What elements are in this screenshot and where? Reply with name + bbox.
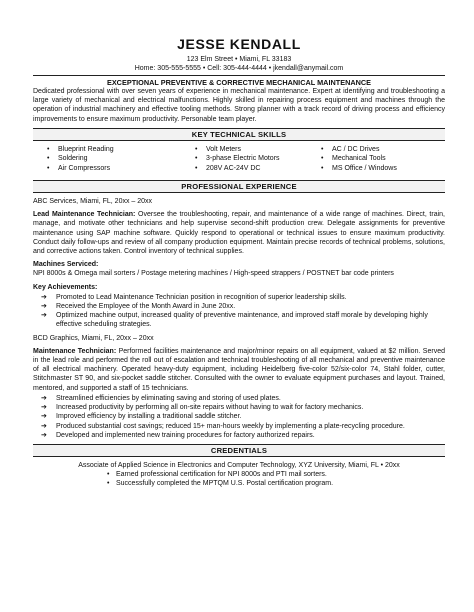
job-1-achievements	[33, 293, 445, 330]
achievement-item	[41, 422, 445, 431]
arrow-icon: ➔	[41, 303, 47, 311]
machines-serviced-label: Machines Serviced:	[33, 261, 99, 269]
skill-item: • Mechanical Tools	[321, 154, 441, 163]
profile-summary: Dedicated professional with over seven years of experience in mechanical maintenance. Expert at identifying and troubleshooting a large variety of mechanical and electrical malfunctions. Highly skilled in repairing process equipment and machines through the operation of industrial machinery and effective tooling methods. Strong planner with a track record of driving process and efficiency improvements to ensure maximum productivity. Personable team player.	[33, 88, 445, 123]
key-achievements-label: Key Achievements:	[33, 283, 98, 291]
job-2-employer: BCD Graphics, Miami, FL, 20xx – 20xx	[33, 334, 154, 342]
header-divider	[33, 75, 445, 76]
achievement-item	[41, 302, 445, 311]
skill-item: • Blueprint Reading	[47, 145, 195, 154]
candidate-name: JESSE KENDALL	[177, 36, 301, 52]
job-1-description	[33, 210, 445, 256]
achievement-text: Received the Employee of the Month Award in June 20xx.	[56, 303, 236, 311]
skill-item: • AC / DC Drives	[321, 145, 441, 154]
achievement-text: Streamlined efficiencies by eliminating saving and storing of used plates.	[56, 394, 281, 402]
achievement-text: Developed and implemented new training procedures for factory authorized repairs.	[56, 431, 315, 439]
arrow-icon: ➔	[41, 404, 47, 412]
job-2-description	[33, 347, 445, 393]
certification-item: • Successfully completed the MPTQM U.S. Postal certification program.	[107, 479, 445, 488]
achievement-item	[41, 431, 445, 440]
job-2-role: Maintenance Technician:	[33, 347, 117, 355]
achievement-item	[41, 412, 445, 421]
skill-item: • Air Compressors	[47, 164, 195, 173]
machines-serviced-list: NPI 8000s & Omega mail sorters / Postage metering machines / High-speed strappers / POSTNET bar code printers	[33, 270, 394, 278]
skill-item: • Soldering	[47, 154, 195, 163]
achievement-item	[41, 394, 445, 403]
arrow-icon: ➔	[41, 431, 47, 439]
achievement-item	[41, 403, 445, 412]
skills-grid	[33, 141, 445, 176]
skills-column-3	[321, 145, 441, 173]
job-2-duties: Performed facilities maintenance and major/minor repairs on all equipment, valued at $2 million. Served in the lead role and performed the roll out of escalation and technical troubleshooting of all mechanical and preventive maintenance of all electrical machinery. Operated heavy-duty equipment, including Heidelberg five-color 52/six-color 74, Stahl folder, cutter, Stitchmaster ST 90, and six-pocket saddle stitcher. Consulted with the owner to evaluate equipment purchases and layout. Trained, mentored, and supported a staff of 15 technicians.	[33, 347, 445, 392]
skill-item: • MS Office / Windows	[321, 164, 441, 173]
skills-section-heading: KEY TECHNICAL SKILLS	[33, 128, 445, 141]
credentials-section-heading: CREDENTIALS	[33, 444, 445, 457]
contact-line: Home: 305-555-5555 • Cell: 305-444-4444 • jkendall@anymail.com	[134, 65, 344, 72]
job-1-employer: ABC Services, Miami, FL, 20xx – 20xx	[33, 198, 153, 206]
achievement-text: Promoted to Lead Maintenance Technician position in recognition of superior leadership skills.	[56, 293, 347, 301]
achievement-item	[41, 311, 445, 329]
skill-item: • 208V AC-24V DC	[195, 164, 321, 173]
address-line: 123 Elm Street • Miami, FL 33183	[186, 56, 292, 63]
arrow-icon: ➔	[41, 293, 47, 301]
job-1-duties: Oversee the troubleshooting, repair, and maintenance of a wide range of machines. Direct, train, manage, and motivate other technicians and help supervise second-shift production crew. Delegate assignments for preventive maintenance using SAP machine software. Quickly respond to operational or technical issues to ensure maximum productivity. Conduct daily follow-ups and review of all company production equipment. Maintain precise records of technical problems, solutions, and corrective actions taken. Control inventory of technical supplies.	[33, 211, 445, 256]
arrow-icon: ➔	[41, 413, 47, 421]
experience-section-heading: PROFESSIONAL EXPERIENCE	[33, 180, 445, 193]
achievement-text: Produced substantial cost savings; reduced 15+ man-hours weekly by implementing a plate-recycling procedure.	[56, 422, 405, 430]
skill-item: • Volt Meters	[195, 145, 321, 154]
skill-item: • 3-phase Electric Motors	[195, 154, 321, 163]
profile-headline: EXCEPTIONAL PREVENTIVE & CORRECTIVE MECHANICAL MAINTENANCE	[106, 78, 372, 87]
job-1-role: Lead Maintenance Technician:	[33, 211, 136, 219]
job-2-achievements	[33, 394, 445, 440]
achievement-text: Improved efficiency by installing a traditional saddle stitcher.	[56, 413, 242, 421]
certifications-list	[33, 470, 445, 488]
degree-line: Associate of Applied Science in Electronics and Computer Technology, XYZ University, Miami, FL • 20xx	[78, 461, 400, 469]
arrow-icon: ➔	[41, 312, 47, 320]
arrow-icon: ➔	[41, 422, 47, 430]
skills-column-2	[195, 145, 321, 173]
certification-item: • Earned professional certification for NPI 8000s and PTI mail sorters.	[107, 470, 445, 479]
achievement-text: Increased productivity by performing all on-site repairs without having to wait for factory mechanics.	[56, 404, 364, 412]
arrow-icon: ➔	[41, 394, 47, 402]
skills-column-1	[47, 145, 195, 173]
achievement-item	[41, 293, 445, 302]
achievement-text: Optimized machine output, increased quality of preventive maintenance, and improved staff morale by developing highly effective scheduling strategies.	[56, 312, 428, 329]
